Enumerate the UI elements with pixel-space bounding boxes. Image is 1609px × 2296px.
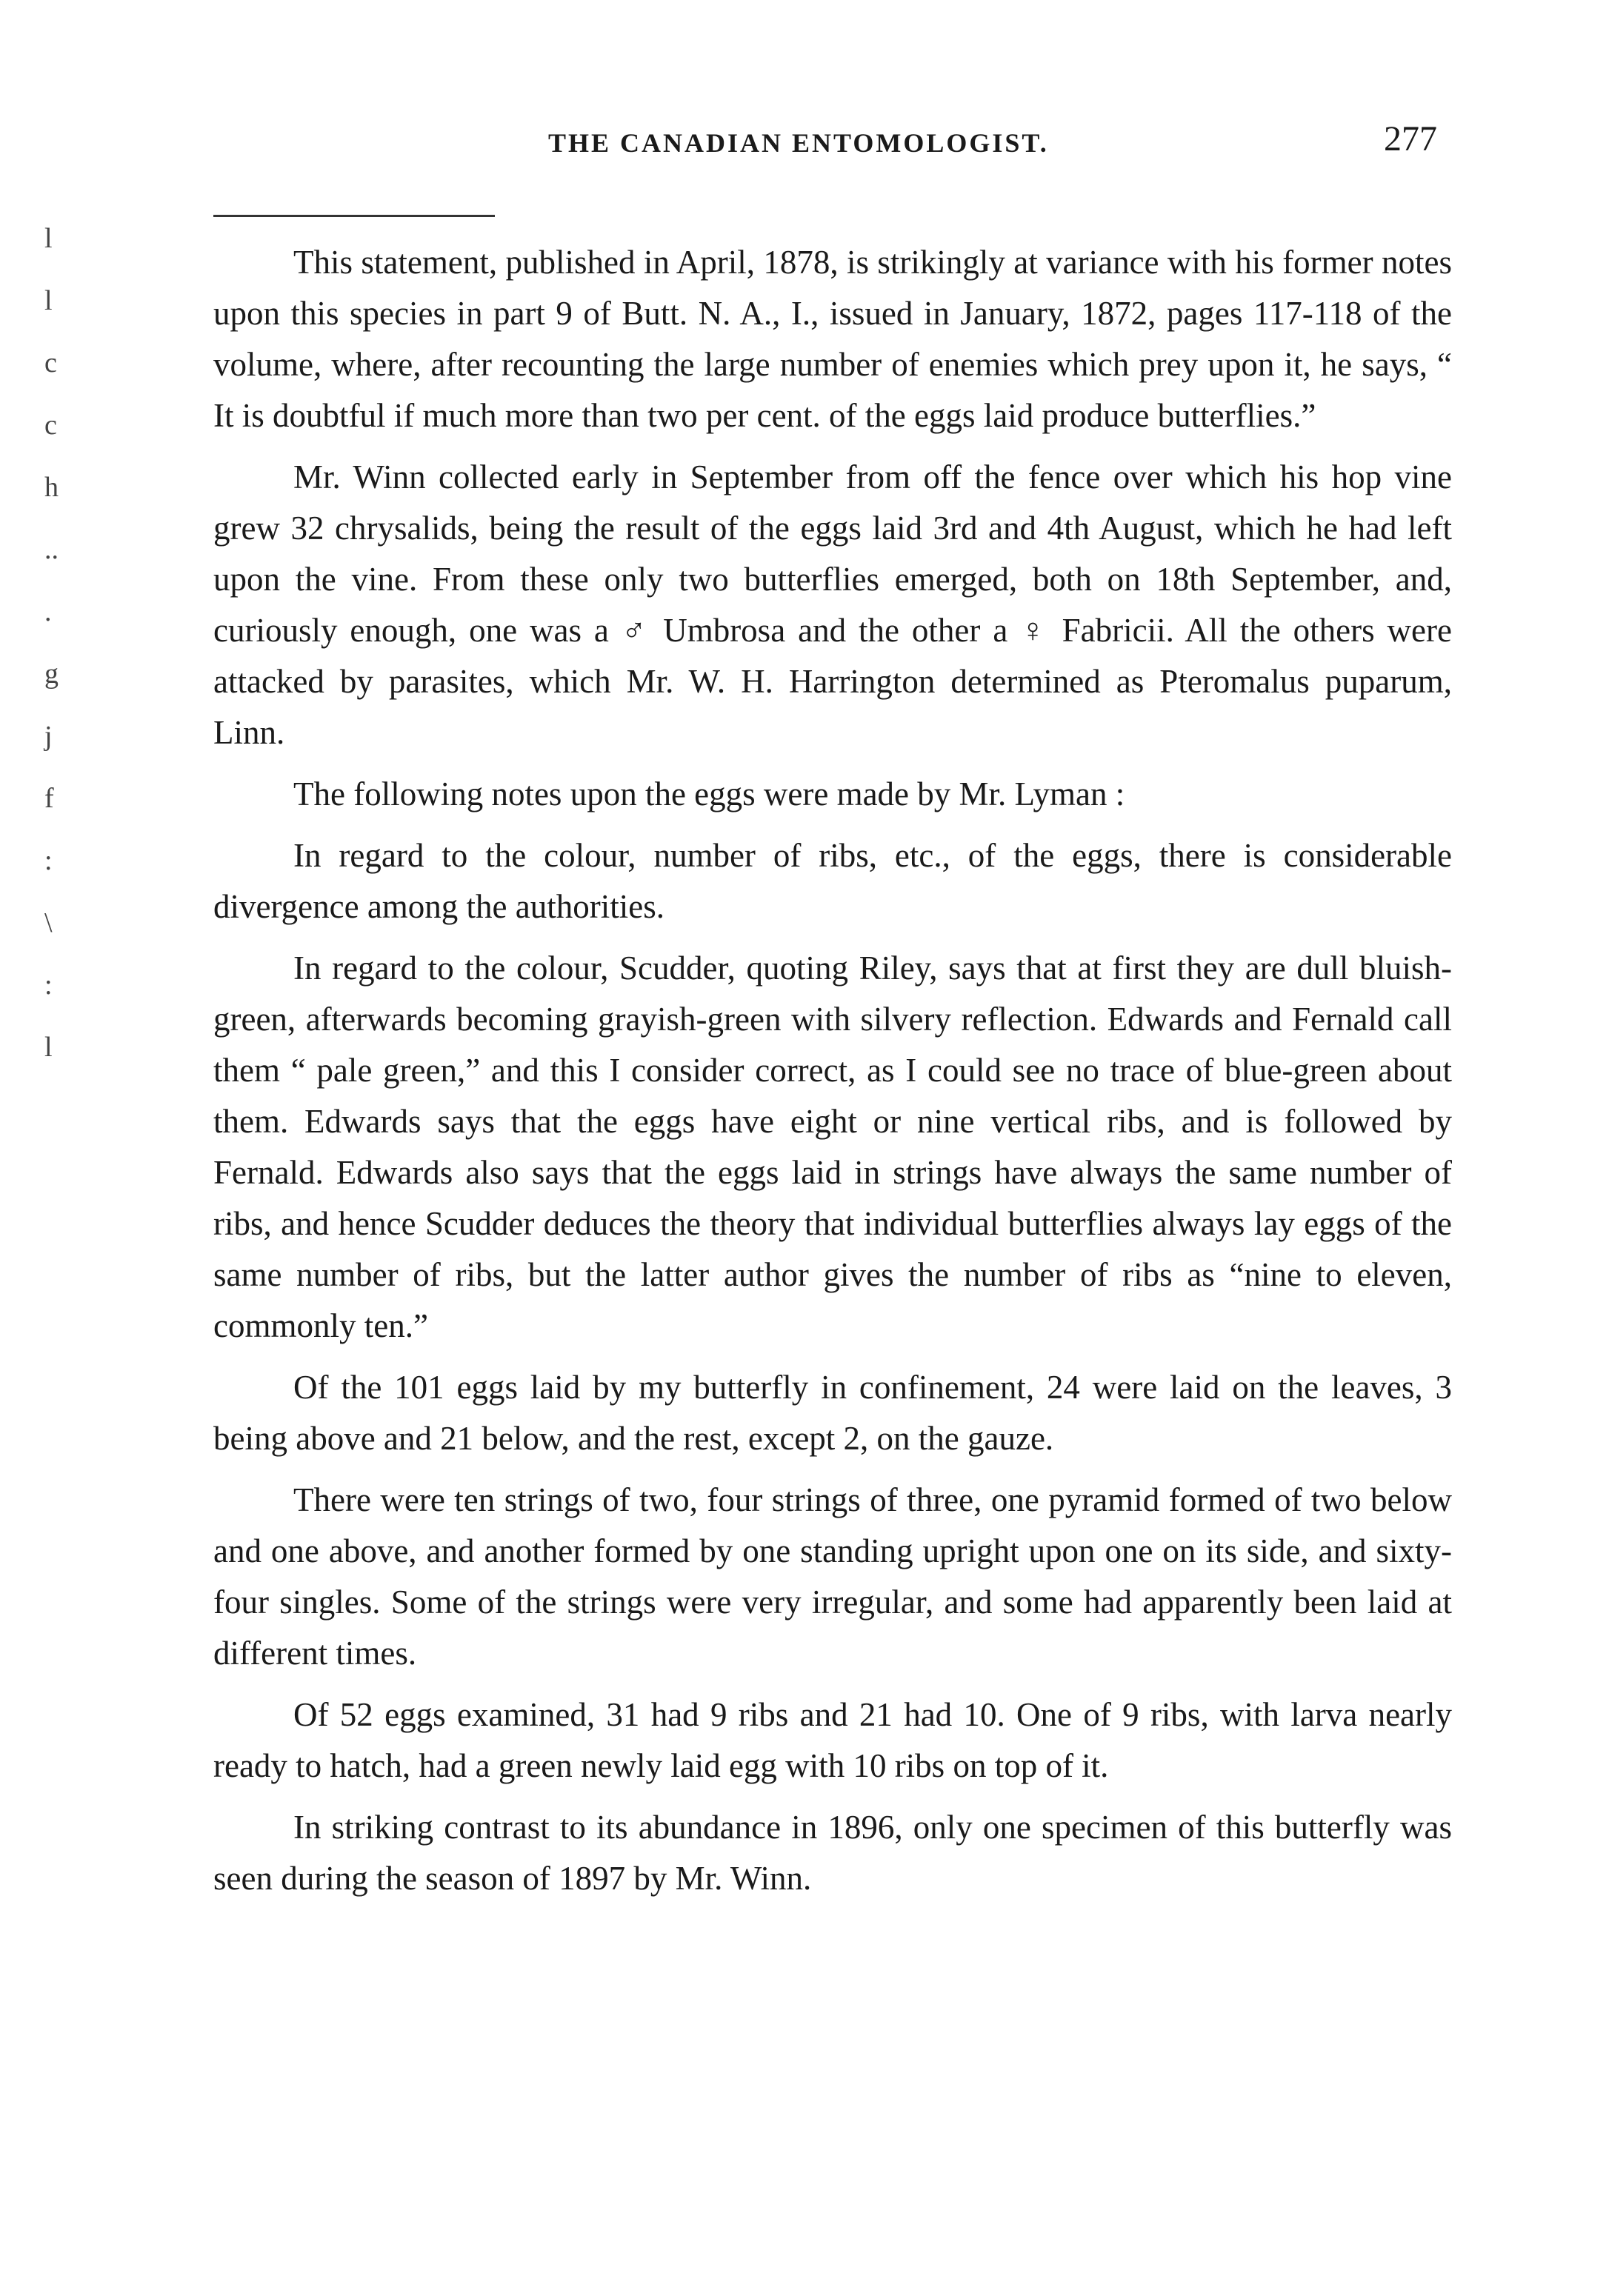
paragraph: In regard to the colour, Scudder, quoting Riley, says that at first they are dull bluish-green, afterwards becoming grayish-green with silvery reflection. Edwards and Fernald call them “ pale green,” and this I consider correct, as I could see no trace of blue-green about them. Edwards says that the eggs have eight or nine vertical ribs, and is followed by Fernald. Edwards also says that the eggs laid in strings have always the same number of ribs, and hence Scudder deduces the theory that individual butterflies always lay eggs of the same number of ribs, but the latter author gives the number of ribs as “nine to eleven, commonly ten.” [213,950,1452,1344]
paragraph: There were ten strings of two, four strings of three, one pyramid formed of two below and one above, and another formed by one standing upright upon one on its side, and sixty-four singles. Some of the strings were very irregular, and some had apparently been laid at different times. [213,1481,1452,1672]
margin-mark: \ [44,907,53,938]
margin-marks [44,222,104,1093]
margin-mark: l [44,285,53,316]
margin-mark: : [44,970,53,1001]
page-number: 277 [1384,119,1437,158]
paragraph: Of the 101 eggs laid by my butterfly in confinement, 24 were laid on the leaves, 3 being above and 21 below, and the rest, except 2, on the gauze. [213,1369,1452,1457]
paragraph: The following notes upon the eggs were made by Mr. Lyman : [293,775,1125,812]
margin-mark: l [44,1032,53,1063]
margin-mark: g [44,658,59,690]
margin-mark: . [44,596,52,627]
paragraph: This statement, published in April, 1878, is strikingly at variance with his former notes upon this species in part 9 of Butt. N. A., I., issued in January, 1872, pages 117-118 of the volume, where, after recounting the large number of enemies which prey upon it, he says, “ It is doubtful if much more than two per cent. of the eggs laid produce butterflies.” [213,244,1452,434]
margin-mark: f [44,783,54,814]
margin-mark: : [44,845,53,876]
margin-mark: j [44,721,53,752]
paragraph: Of 52 eggs examined, 31 had 9 ribs and 21 had 10. One of 9 ribs, with larva nearly ready to hatch, had a green newly laid egg with 10 ribs on top of it. [213,1696,1452,1784]
paragraph: In striking contrast to its abundance in 1896, only one specimen of this butterfly was seen during the season of 1897 by Mr. Winn. [213,1809,1452,1897]
margin-mark: c [44,347,57,378]
margin-mark: l [44,223,53,254]
margin-mark: h [44,472,59,503]
paragraph: In regard to the colour, number of ribs, etc., of the eggs, there is considerable divergence among the authorities. [213,837,1452,925]
running-title: THE CANADIAN ENTOMOLOGIST. [548,128,1049,158]
margin-mark: .. [44,534,59,565]
header-rule [213,215,495,217]
paragraph: Mr. Winn collected early in September from off the fence over which his hop vine grew 32 chrysalids, being the result of the eggs laid 3rd and 4th August, which he had left upon the vine. From these only two butterflies emerged, both on 18th September, and, curiously enough, one was a ♂ Umbrosa and the other a ♀ Fabricii. All the others were attacked by parasites, which Mr. W. H. Harrington determined as Pteromalus puparum, Linn. [213,458,1452,751]
body-text [213,237,1452,1915]
margin-mark: c [44,410,57,441]
